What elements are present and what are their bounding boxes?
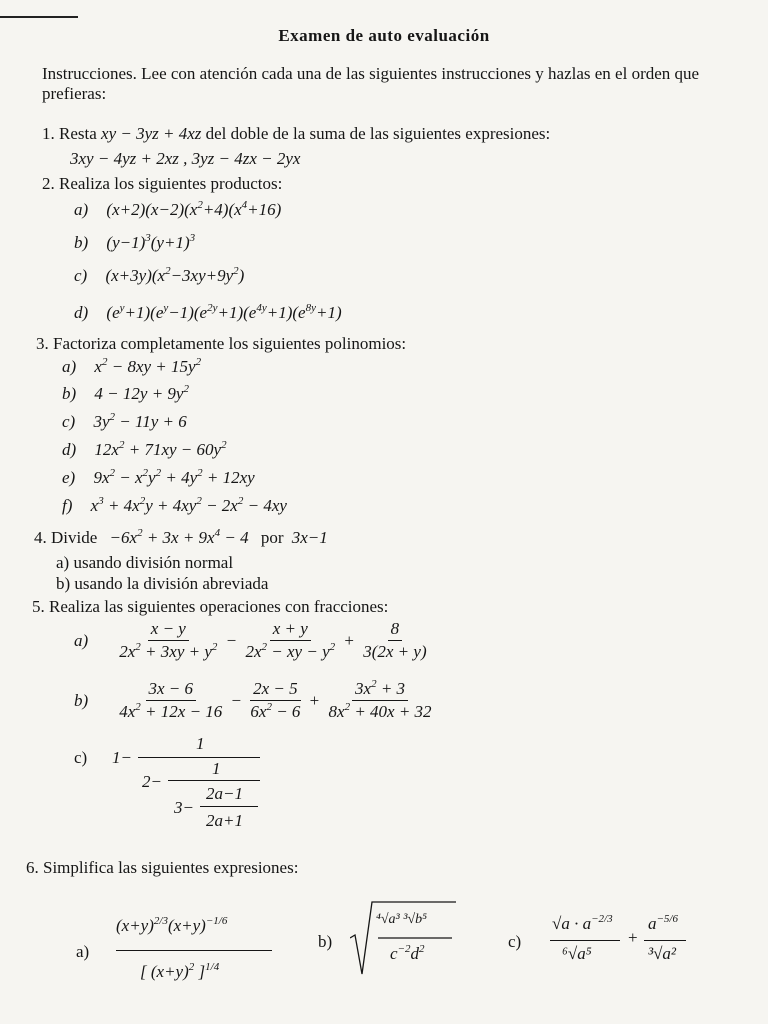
q2-item-b: b) $(y-1)^3(y+1)^3$ xyxy=(74,232,196,252)
page-title: Examen de auto evaluación xyxy=(278,26,490,45)
q1-text-b: del doble de la suma de las siguientes expresiones: xyxy=(205,124,551,143)
q3-text: Factoriza completamente los siguientes polinomios: xyxy=(53,334,407,353)
q5-item-b: b) $\frac{3x - 6}{4x^2 + 12x - 16}$ − $\frac{2x - 5}{6x^2 - 6}$ + $\frac{3x^2 + 3}{8x^2 + 40x + 32}$ xyxy=(74,678,432,721)
q2-number: 2. xyxy=(42,174,55,193)
q3-item-d: d) $12x^2 + 71xy - 60y^2$ xyxy=(62,439,227,459)
q6-label-c: c) xyxy=(508,932,522,951)
q5-text: Realiza las siguientes operaciones con fracciones: xyxy=(49,597,389,616)
q2-text: Realiza los siguientes productos: xyxy=(59,174,283,193)
q3-item-a: a) $x^2 - 8xy + 15y^2$ xyxy=(62,356,202,376)
q4-text-a: Divide xyxy=(51,528,98,547)
q6-label-b: b) xyxy=(318,932,333,951)
q2-heading xyxy=(42,174,282,194)
q6-label-a: a) xyxy=(76,942,90,961)
q1-expr: xy − 3yz + 4xz xyxy=(101,124,202,143)
q4-sub-a: a) usando división normal xyxy=(56,553,234,572)
q3-number: 3. xyxy=(36,334,49,353)
q6-heading xyxy=(26,858,298,878)
q4-heading: 4. Divide $-6x^2 + 3x + 9x^4 - 4$ por 3x−1 xyxy=(34,527,328,547)
q3-heading xyxy=(36,334,406,354)
q2-label-c: c) xyxy=(74,266,88,285)
q1-number: 1. xyxy=(42,124,55,143)
q1-line xyxy=(42,124,550,144)
q3-item-e: e) $9x^2 - x^2y^2 + 4y^2 + 12xy$ xyxy=(62,467,255,487)
exam-page: Examen de auto evaluación Instrucciones. Lee con atención cada una de las siguientes instrucciones y hazlas en el orden que prefieras: 1. Resta xy − 3yz + 4xz del doble de la suma de las siguientes expresiones: 3xy − 4yz + 2xz , 3yz − 4zx − 2yx 2. Realiza los siguientes productos: a) $(x+2)(x-2)(x^2+4)(x^4+16)$ b) $(y-1)^3(y+1)^3$ c) $(x+3y)(x^2-3xy+9y^2)$ d) $(e^y+1)(e^y-1)(e^{2y}+1)(e^{4y}+1)(e^{8y}+1)$ 3. Factoriza completamente los siguientes polinomios: a) $x^2 - 8xy + 15y^2$ b) $4 - 12y + 9y^2$ c) $3y^2 - 11y + 6$ d) $12x^2 + 71xy - 60y^2$ e) $9x^2 - x^2y^2 + 4y^2 + 12xy$ f) $x^3 + 4x^2y + 4xy^2 - 2x^2 - 4xy$ 4. Divide $-6x^2 + 3x + 9x^4 - 4$ por 3x−1 a) usando división normal b) usando la división abreviada 5. Realiza las siguientes operaciones con fracciones: a) $\frac{x - y}{2x^2 + 3xy + y^2}$ − $\frac{x + y}{2x^2 - xy - y^2}$ + $\frac{8}{3(2x + y)}$ b) $\frac{3x - 6}{4x^2 + 12x - 16}$ − $\frac{2x - 5}{6x^2 - 6}$ + $\frac{3x^2 + 3}{8x^2 + 40x + 32}$ c) 1− 1 2− 1 3− 2a−1 2a+1 6. Simplifica las siguientes expresiones: a) $(x+y)^{2/3}(x+y)^{-1/6}$ [ $(x+y)^2$ ]$^{1/4}$ b) ⁴√a³ ³√b⁵ $c^{-2}d^2$ c) $√a \cdot a^{-2/3}$ ⁶√a⁵ + $a^{-5/6}$ ³√a² xyxy=(0,0,768,1024)
q5-label-c: c) xyxy=(74,748,88,767)
q6-number: 6. xyxy=(26,858,39,877)
q2-item-a: a) $(x+2)(x-2)(x^2+4)(x^4+16)$ xyxy=(74,199,282,219)
q4-number: 4. xyxy=(34,528,47,547)
q4-sub-b: b) usando la división abreviada xyxy=(56,574,269,593)
top-rule xyxy=(0,16,78,18)
q5-heading xyxy=(32,597,388,617)
q3-item-c: c) $3y^2 - 11y + 6$ xyxy=(62,411,187,431)
q6-text: Simplifica las siguientes expresiones: xyxy=(43,858,299,877)
q2-item-d: d) $(e^y+1)(e^y-1)(e^{2y}+1)(e^{4y}+1)(e^{8y}+1)$ xyxy=(74,302,342,322)
q2-label-b: b) xyxy=(74,233,89,252)
q1-expressions: 3xy − 4yz + 2xz , 3yz − 4zx − 2yx xyxy=(70,149,301,168)
q2-item-c: c) $(x+3y)(x^2-3xy+9y^2)$ xyxy=(74,265,245,285)
q1-text-a: Resta xyxy=(59,124,97,143)
q5-item-a: a) $\frac{x - y}{2x^2 + 3xy + y^2}$ − $\frac{x + y}{2x^2 - xy - y^2}$ + $\frac{8}{3(2x + y)}$ xyxy=(74,619,427,661)
q3-item-f: f) $x^3 + 4x^2y + 4xy^2 - 2x^2 - 4xy$ xyxy=(62,495,287,515)
q2-label-a: a) xyxy=(74,200,89,219)
instructions-text: Instrucciones. Lee con atención cada una de las siguientes instrucciones y hazlas en el orden que prefieras: xyxy=(42,64,700,103)
q5-number: 5. xyxy=(32,597,45,616)
q3-item-b: b) $4 - 12y + 9y^2$ xyxy=(62,383,189,403)
q2-label-d: d) xyxy=(74,303,89,322)
